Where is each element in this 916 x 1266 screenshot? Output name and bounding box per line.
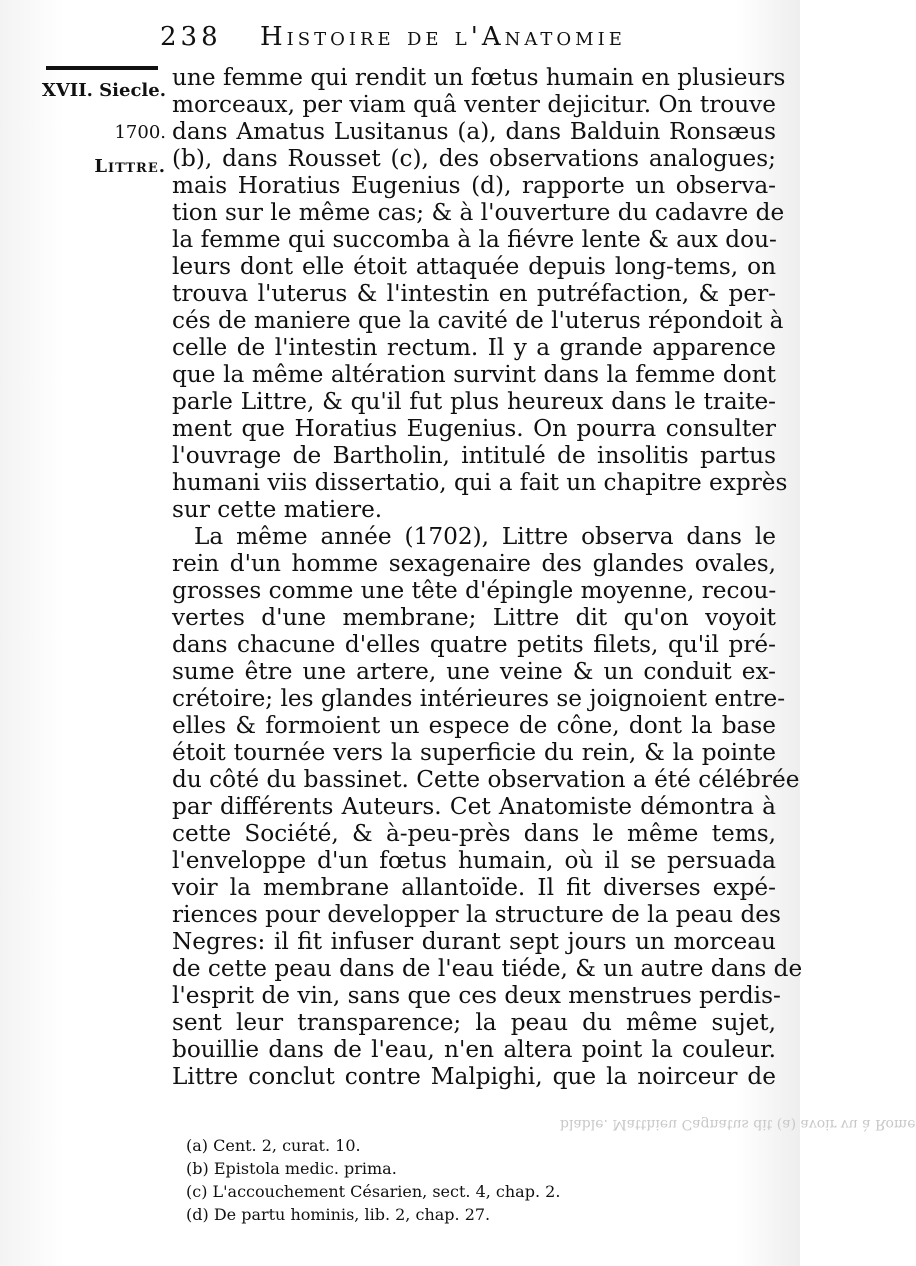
text-line: Negres: il fit infuser durant sept jours un morceau: [172, 928, 776, 955]
text-line: riences pour developper la structure de la peau des: [172, 901, 781, 928]
text-line: mais Horatius Eugenius (d), rapporte un observa-: [172, 172, 776, 199]
margin-note-name: Littre.: [94, 156, 166, 177]
footnote-b: (b) Epistola medic. prima.: [186, 1159, 397, 1178]
text-line: celle de l'intestin rectum. Il y a grande apparence: [172, 334, 776, 361]
text-line: sume être une artere, une veine & un conduit ex-: [172, 658, 776, 685]
footnote-c: (c) L'accouchement Césarien, sect. 4, chap. 2.: [186, 1182, 561, 1201]
text-line: dans chacune d'elles quatre petits filets, qu'il pré-: [172, 631, 776, 658]
text-line: bouillie dans de l'eau, n'en altera point la couleur.: [172, 1036, 776, 1063]
footnotes: [186, 1134, 706, 1226]
text-line: rein d'un homme sexagenaire des glandes ovales,: [172, 550, 776, 577]
text-line: parle Littre, & qu'il fut plus heureux dans le traite-: [172, 388, 776, 415]
page-number: 238: [160, 22, 222, 52]
text-line: du côté du bassinet. Cette observation a été célébrée: [172, 766, 800, 793]
margin-note-century: XVII. Siecle.: [41, 80, 166, 101]
text-line: crétoire; les glandes intérieures se joignoient entre-: [172, 685, 786, 712]
text-line: de cette peau dans de l'eau tiéde, & un autre dans de: [172, 955, 803, 982]
text-line: l'enveloppe d'un fœtus humain, où il se persuada: [172, 847, 776, 874]
margin-rule: [46, 66, 158, 70]
text-line: elles & formoient un espece de cône, dont la base: [172, 712, 776, 739]
text-line: La même année (1702), Littre observa dans le: [194, 523, 776, 550]
text-line: Littre conclut contre Malpighi, que la noirceur de: [172, 1063, 776, 1090]
text-line: vertes d'une membrane; Littre dit qu'on voyoit: [172, 604, 776, 631]
text-line: humani viis dissertatio, qui a fait un chapitre exprès: [172, 469, 788, 496]
text-line: leurs dont elle étoit attaquée depuis long-tems, on: [172, 253, 776, 280]
margin-note-year: 1700.: [114, 122, 166, 143]
bleed-through-text: blable. Matthieu Cagnatus dit (a) avoir vu à Rome: [560, 1116, 916, 1132]
text-line: l'esprit de vin, sans que ces deux menstrues perdis-: [172, 982, 781, 1009]
text-line: morceaux, per viam quâ venter dejicitur. On trouve: [172, 91, 776, 118]
text-line: la femme qui succomba à la fiévre lente & aux dou-: [172, 226, 777, 253]
text-line: cés de maniere que la cavité de l'uterus répondoit à: [172, 307, 784, 334]
text-line: une femme qui rendit un fœtus humain en plusieurs: [172, 64, 786, 91]
text-line: dans Amatus Lusitanus (a), dans Balduin Ronsæus: [172, 118, 776, 145]
text-line: sent leur transparence; la peau du même sujet,: [172, 1009, 776, 1036]
body-text: [172, 64, 803, 1090]
running-header: [160, 22, 780, 56]
text-line: trouva l'uterus & l'intestin en putréfaction, & per-: [172, 280, 776, 307]
text-line: par différents Auteurs. Cet Anatomiste démontra à: [172, 793, 776, 820]
running-title: Histoire de l'Anatomie: [260, 22, 626, 52]
text-line: ment que Horatius Eugenius. On pourra consulter: [172, 415, 776, 442]
text-line: étoit tournée vers la superficie du rein, & la pointe: [172, 739, 776, 766]
text-line: (b), dans Rousset (c), des observations analogues;: [172, 145, 776, 172]
text-line: que la même altération survint dans la femme dont: [172, 361, 776, 388]
text-line: cette Société, & à-peu-près dans le même tems,: [172, 820, 776, 847]
text-line: sur cette matiere.: [172, 496, 383, 523]
footnote-a: (a) Cent. 2, curat. 10.: [186, 1136, 361, 1155]
footnote-d: (d) De partu hominis, lib. 2, chap. 27.: [186, 1205, 491, 1224]
text-line: l'ouvrage de Bartholin, intitulé de insolitis partus: [172, 442, 776, 469]
text-line: tion sur le même cas; & à l'ouverture du cadavre de: [172, 199, 785, 226]
text-line: grosses comme une tête d'épingle moyenne, recou-: [172, 577, 777, 604]
text-line: voir la membrane allantoïde. Il fit diverses expé-: [172, 874, 776, 901]
